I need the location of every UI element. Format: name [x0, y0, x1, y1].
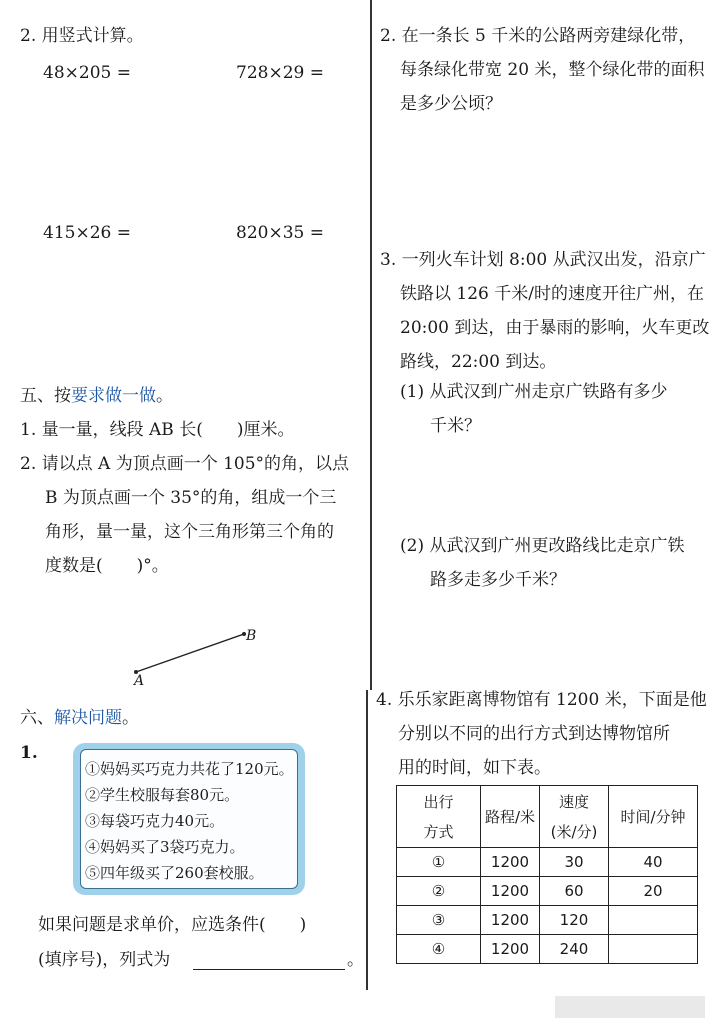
travel-table — [396, 785, 698, 964]
cell-speed: 30 — [540, 848, 609, 877]
vertical-calc-title: 2. 用竖式计算。 — [20, 26, 144, 46]
header-time-text: 时间/分钟 — [620, 808, 686, 826]
triangle-question-line-2: B 为顶点画一个 35°的角，组成一个三 — [45, 488, 337, 508]
green-belt-question-line-2: 每条绿化带宽 20 米，整个绿化带的面积 — [400, 60, 705, 80]
museum-question-line-1: 4. 乐乐家距离博物馆有 1200 米，下面是他 — [376, 690, 707, 710]
header-speed-line-2: (米/分) — [550, 822, 598, 841]
calc-2: 728×29 = — [236, 63, 324, 83]
conditions-card — [73, 743, 305, 895]
bottom-edge-strip — [555, 996, 705, 1018]
museum-question-line-2: 分别以不同的出行方式到达博物馆所 — [398, 724, 670, 744]
cell-time: 20 — [609, 877, 698, 906]
condition-1: ①妈妈买巧克力共花了120元。 — [85, 760, 294, 778]
header-speed-line-1: 速度 — [558, 792, 589, 811]
condition-4: ④妈妈买了3袋巧克力。 — [85, 838, 245, 856]
table-row — [397, 906, 698, 935]
cell-speed: 240 — [540, 935, 609, 964]
point-a-label: A — [134, 673, 145, 689]
train-question-line-3: 20:00 到达，由于暴雨的影响，火车更改 — [400, 318, 710, 338]
section-6-suffix: 。 — [122, 708, 139, 728]
section-6-prefix: 六、 — [20, 708, 54, 728]
header-mode-line-1: 出行 — [423, 792, 454, 811]
table-row — [397, 877, 698, 906]
cell-mode: ① — [397, 848, 481, 877]
column-divider-left — [370, 0, 372, 690]
train-question-line-2: 铁路以 126 千米/时的速度开往广州，在 — [400, 284, 704, 304]
header-mode — [397, 786, 481, 848]
equation-answer-blank[interactable] — [193, 969, 345, 970]
segment-ab — [136, 634, 244, 672]
table-row — [397, 848, 698, 877]
condition-2: ②学生校服每套80元。 — [85, 786, 240, 804]
cell-distance: 1200 — [481, 848, 540, 877]
table-row — [397, 935, 698, 964]
calc-1: 48×205 = — [43, 63, 131, 83]
section-6-title — [20, 708, 139, 728]
green-belt-question-line-1: 2. 在一条长 5 千米的公路两旁建绿化带， — [380, 26, 696, 46]
cell-mode: ④ — [397, 935, 481, 964]
unit-price-question-line-1: 如果问题是求单价，应选条件( ) — [38, 915, 307, 935]
problem-1-number: 1. — [20, 743, 38, 763]
header-time — [609, 786, 698, 848]
cell-distance: 1200 — [481, 935, 540, 964]
header-distance-text: 路程/米 — [484, 808, 536, 826]
conditions-list — [80, 749, 298, 889]
unit-price-question-line-2: (填序号)，列式为 — [38, 950, 171, 970]
train-subquestion-2-line-1: (2) 从武汉到广州更改路线比走京广铁 — [400, 536, 685, 556]
measure-question: 1. 量一量，线段 AB 长( )厘米。 — [20, 420, 295, 440]
table-header-row — [397, 786, 698, 848]
section-5-keyword: 要求做一做 — [71, 386, 156, 406]
section-5-suffix: 。 — [156, 386, 173, 406]
cell-time[interactable] — [609, 906, 698, 935]
train-subquestion-1-line-2: 千米？ — [430, 416, 481, 436]
museum-question-line-3: 用的时间，如下表。 — [398, 758, 551, 778]
cell-distance: 1200 — [481, 877, 540, 906]
green-belt-question-line-3: 是多少公顷？ — [400, 94, 502, 114]
header-speed — [540, 786, 609, 848]
condition-3: ③每袋巧克力40元。 — [85, 812, 225, 830]
cell-speed: 60 — [540, 877, 609, 906]
header-distance — [481, 786, 540, 848]
train-subquestion-2-line-2: 路多走多少千米？ — [430, 570, 566, 590]
cell-time: 40 — [609, 848, 698, 877]
section-6-keyword: 解决问题 — [54, 708, 122, 728]
cell-mode: ② — [397, 877, 481, 906]
calc-4: 820×35 = — [236, 223, 324, 243]
condition-5: ⑤四年级买了260套校服。 — [85, 864, 264, 882]
train-subquestion-1-line-1: (1) 从武汉到广州走京广铁路有多少 — [400, 382, 668, 402]
cell-speed: 120 — [540, 906, 609, 935]
column-divider-right — [366, 690, 368, 990]
train-question-line-1: 3. 一列火车计划 8:00 从武汉出发，沿京广 — [380, 250, 706, 270]
triangle-question-line-3: 角形，量一量，这个三角形第三个角的 — [45, 522, 334, 542]
cell-mode: ③ — [397, 906, 481, 935]
triangle-question-line-1: 2. 请以点 A 为顶点画一个 105°的角，以点 — [20, 454, 350, 474]
calc-3: 415×26 = — [43, 223, 131, 243]
section-5-title — [20, 386, 173, 406]
point-b-label: B — [246, 628, 257, 644]
triangle-question-line-4: 度数是( )°。 — [45, 556, 169, 576]
train-question-line-4: 路线，22:00 到达。 — [400, 352, 557, 372]
unit-price-question-end: 。 — [347, 950, 364, 970]
cell-distance: 1200 — [481, 906, 540, 935]
header-mode-line-2: 方式 — [423, 822, 454, 841]
section-5-prefix: 五、按 — [20, 386, 71, 406]
cell-time[interactable] — [609, 935, 698, 964]
